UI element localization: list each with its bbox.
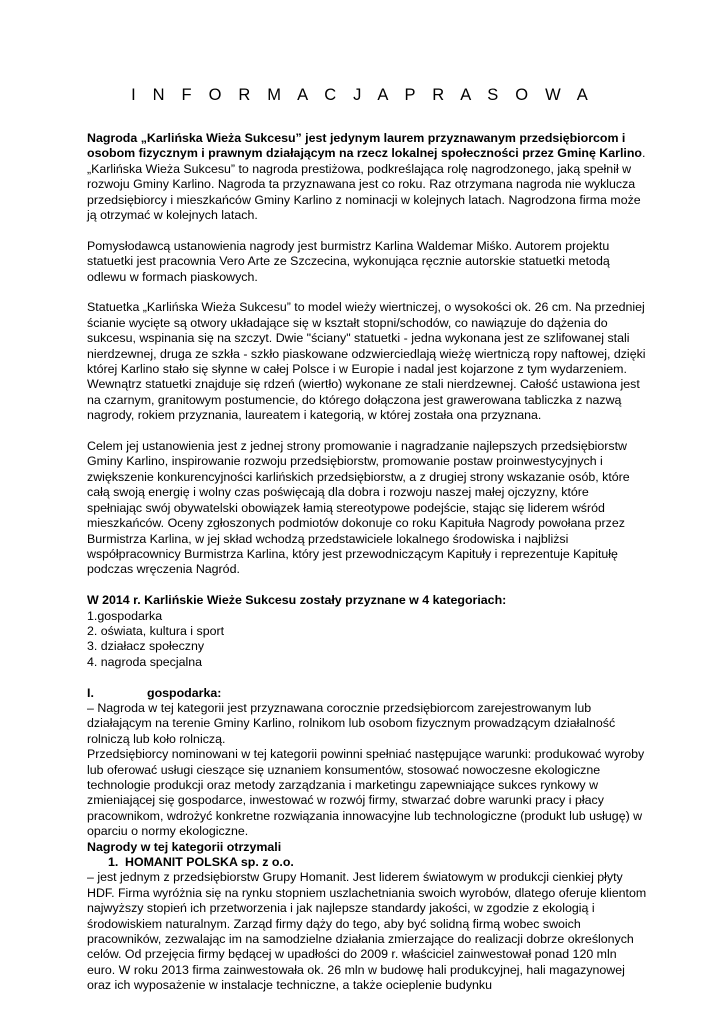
intro-bold-text: Nagroda „Karlińska Wieża Sukcesu” jest jedynym laurem przyznawanym przedsiębiorcom i osobom fizycznym i prawnym działającym na rzecz lokalnej społeczności przez Gminę Karlino [87,131,642,161]
category-item: 3. działacz społeczny [87,639,205,654]
category-item: 1.gospodarka [87,608,163,623]
winner-heading [87,855,647,870]
winner-name: HOMANIT POLSKA sp. z o.o. [125,855,294,870]
categories-heading: W 2014 r. Karlińskie Wieże Sukcesu zostały przyznane w 4 kategoriach: [87,593,507,608]
category-item: 4. nagroda specjalna [87,654,203,669]
section-heading [87,686,647,701]
section-number: I. [87,685,94,700]
section-paragraph: – Nagroda w tej kategorii jest przyznawana corocznie przedsiębiorcom zarejestrowanym lub działającym na terenie Gminy Karlino, rolnikom lub osobom fizycznym prowadzącym działalność rolniczą lub koło rolniczą. [87,700,616,746]
section-title: gospodarka: [147,685,222,700]
winner-number: 1. [108,855,119,870]
document-body [87,131,647,994]
section-paragraph: Przedsiębiorcy nominowani w tej kategorii powinni spełniać następujące warunki: produkować wyroby lub oferować usługi cieszące się uznaniem konsumentów, stosować nowoczesne ekologiczne technologie produkcji oraz metody zarządzania i marketingu zapewniające sukces rynkowy w zmieniającej się gospodarce, inwestować w rozwój firmy, stwarzać dobre warunki pracy i płacy pracownikom, wdrożyć konkretne rozwiązania innowacyjne lub technologiczne (produkt lub usługę) w oparciu o normy ekologiczne. [87,747,645,839]
intro-period: . [642,146,646,161]
statue-paragraph: Statuetka „Karlińska Wieża Sukcesu” to model wieży wiertniczej, o wysokości ok. 26 cm. Na przedniej ścianie wycięte są otwory układające się w kształt stopni/schodów, co nawiązuje do dążenia do sukcesu, wspinania się na szczyt. Dwie "ściany" statuetki - jedna wykonana jest ze szlifowanej stali nierdzewnej, druga ze szkła - szkło piaskowane odzwierciedlają wieżę wiertniczą ropy naftowej, dzięki której Karlino stało się słynne w całej Polsce i w Europie i nadal jest kojarzone z tym wydarzeniem. Wewnątrz statuetki znajduje się rdzeń (wiertło) wykonane ze stali nierdzewnej. Całość ustawiona jest na czarnym, granitowym postumencie, do którego dołączona jest grawerowana tabliczka z nazwą nagrody, rokiem przyznania, laureatem i kategorią, w której została ona przyznana. [87,300,646,423]
category-item: 2. oświata, kultura i sport [87,623,225,638]
author-paragraph: Pomysłodawcą ustanowienia nagrody jest burmistrz Karlina Waldemar Miśko. Autorem projektu statuetki jest pracownia Vero Arte ze Szczecina, wykonująca ręcznie autorskie statuetki metodą odlewu w formach piaskowych. [87,238,610,284]
page-title: I N F O R M A C J A P R A S O W A [131,86,594,104]
intro-text: „Karlińska Wieża Sukcesu” to nagroda prestiżowa, podkreślająca rolę nagrodzonego, jaką spełnił w rozwoju Gminy Karlino. Nagroda ta przyznawana jest co roku. Raz otrzymana nagroda nie wyklucza przedsiębiorcy i mieszkańców Gminy Karlino z nominacji w kolejnych latach. Nagrodzona firma może ją otrzymać w kolejnych latach. [87,161,641,223]
goal-paragraph: Celem jej ustanowienia jest z jednej strony promowanie i nagradzanie najlepszych przedsiębiorstw Gminy Karlino, inspirowanie rozwoju przedsiębiorstw, promowanie postaw proinwestycyjnych i zwiększenie konkurencyjności karlińskich przedsiębiorstw, a z drugiej strony wskazanie osób, które całą swoją energię i wolny czas poświęcają dla dobra i rozwoju naszej małej ojczyzny, które spełniając swój obywatelski obowiązek łamią stereotypowe podejście, stając się liderem wśród mieszkańców. Oceny zgłoszonych podmiotów dokonuje co roku Kapituła Nagrody powołana przez Burmistrza Karlina, w jej skład wchodzą przedstawiciele lokalnego środowiska i najbliżsi współpracownicy Burmistrza Karlina, który jest przewodniczącym Kapituły i reprezentuje Kapitułę podczas wręczenia Nagród. [87,439,630,577]
winners-heading: Nagrody w tej kategorii otrzymali [87,839,282,854]
intro-paragraph [87,131,647,223]
winner-description: – jest jednym z przedsiębiorstw Grupy Homanit. Jest liderem światowym w produkcji cienkiej płyty HDF. Firma wyróżnia się na rynku stopniem uszlachetniania swoich wyrobów, dlatego oferuje klientom najwyższy stopień ich przetworzenia i jak najlepsze standardy jakości, w zgodzie z ekologią i środowiskiem naturalnym. Zarząd firmy dąży do tego, aby być solidną firmą wobec swoich pracowników, zezwalając im na samodzielne działania zmierzające do realizacji dobrze określonych celów. Od przejęcia firmy będącej w upadłości do 2009 r. właściciel zainwestował ponad 120 mln euro. W roku 2013 firma zainwestowała ok. 26 mln w budowę hali produkcyjnej, hali magazynowej oraz ich wyposażenie w instalacje techniczne, a także ocieplenie budynku [87,870,647,993]
